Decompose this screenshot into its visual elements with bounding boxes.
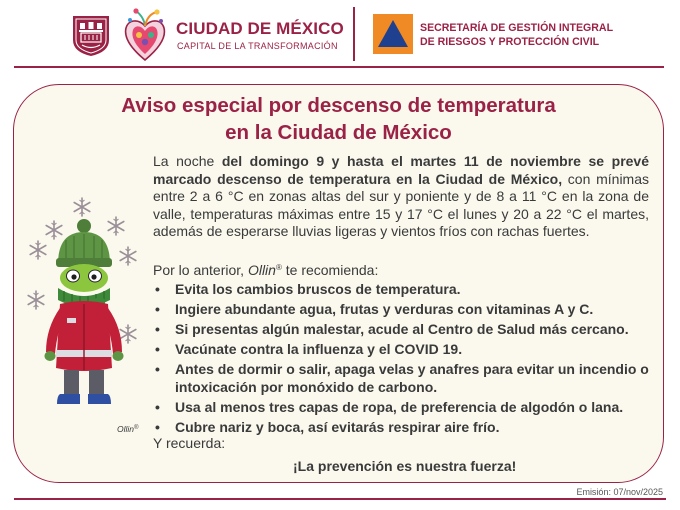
mascot-label (117, 424, 138, 434)
notice-title-line-2: en la Ciudad de México (225, 121, 452, 144)
bullet: • (155, 341, 160, 357)
list-item-text: Si presentas algún malestar, acude al Centro de Salud más cercano. (175, 321, 629, 337)
list-item-text: Evita los cambios bruscos de temperatura. (175, 281, 461, 297)
intro-suffix: te recomienda: (281, 262, 379, 278)
snowflake-icon (46, 221, 62, 239)
list-item (153, 361, 651, 396)
list-item (153, 399, 651, 417)
header-divider (353, 7, 355, 61)
cdmx-shield-icon (71, 14, 111, 58)
notice-title-line-1: Aviso especial por descenso de temperatura (121, 94, 556, 117)
cdmx-title: CIUDAD DE MÉXICO (176, 19, 344, 38)
registered-mark: ® (275, 263, 282, 272)
secretaria-title (420, 21, 613, 49)
snowflake-icon (120, 325, 136, 343)
motto: ¡La prevención es nuestra fuerza! (293, 458, 517, 474)
header (0, 0, 680, 66)
mascot-label-text: Ollin (117, 424, 135, 434)
list-item-text: Vacúnate contra la influenza y el COVID 19. (175, 341, 463, 357)
bullet: • (155, 361, 160, 377)
bullet: • (155, 301, 160, 317)
bullet: • (155, 398, 160, 415)
snowflake-icon (108, 217, 124, 235)
forecast-text-1: La noche (153, 153, 222, 169)
list-item (153, 321, 651, 339)
recommendation-list (153, 281, 651, 439)
heart-logo-icon (120, 6, 170, 64)
list-item-text: Antes de dormir o salir, apaga velas y anafres para evitar un incendio o intoxicación por monóxido de carbono. (175, 361, 649, 395)
notice-title (13, 92, 664, 146)
civil-protection-icon (373, 14, 413, 54)
bullet: • (155, 418, 160, 435)
list-item (153, 301, 651, 319)
snowflake-icon (74, 198, 90, 216)
footer-rule (14, 498, 666, 500)
forecast-paragraph (153, 153, 649, 241)
snowflake-icon (30, 241, 46, 259)
emission-date: Emisión: 07/nov/2025 (576, 487, 663, 497)
forecast-text-bold: del domingo 9 y hasta el martes 11 de noviembre se prevé marcado descenso de temperatura en la Ciudad de México, (153, 153, 650, 187)
cdmx-subtitle: CAPITAL DE LA TRANSFORMACIÓN (177, 41, 338, 51)
snowflake-icon (28, 291, 44, 309)
list-item (153, 281, 651, 299)
mascot-name: Ollin (247, 262, 276, 278)
forecast-text-2: con mínimas entre 2 a 6 °C en zonas altas del sur y poniente y de 8 a 11 °C en la zona de valle, temperaturas máximas entre 15 y 17 °C el lunes y 20 a 22 °C el martes, además de esperarse lluvias ligeras y vientos fríos con rachas fuertes. (153, 170, 649, 239)
recommendation-intro (153, 262, 378, 278)
mascot-label-mark: ® (134, 425, 139, 431)
bullet: • (155, 281, 160, 297)
secretaria-line-2: DE RIESGOS Y PROTECCIÓN CIVIL (420, 36, 600, 48)
list-item (153, 419, 651, 437)
header-rule (14, 66, 664, 68)
intro-prefix: Por lo anterior, (153, 262, 248, 278)
list-item-text: Cubre nariz y boca, así evitarás respirar aire frío. (175, 418, 500, 435)
bullet: • (155, 321, 160, 337)
remember-label: Y recuerda: (153, 435, 226, 451)
mascot-illustration (24, 192, 148, 418)
secretaria-line-1: SECRETARÍA DE GESTIÓN INTEGRAL (420, 22, 614, 34)
snowflake-icon (120, 247, 136, 265)
list-item-text: Usa al menos tres capas de ropa, de preferencia de algodón o lana. (175, 398, 624, 415)
list-item (153, 341, 651, 359)
list-item-text: Ingiere abundante agua, frutas y verduras con vitaminas A y C. (175, 301, 594, 317)
